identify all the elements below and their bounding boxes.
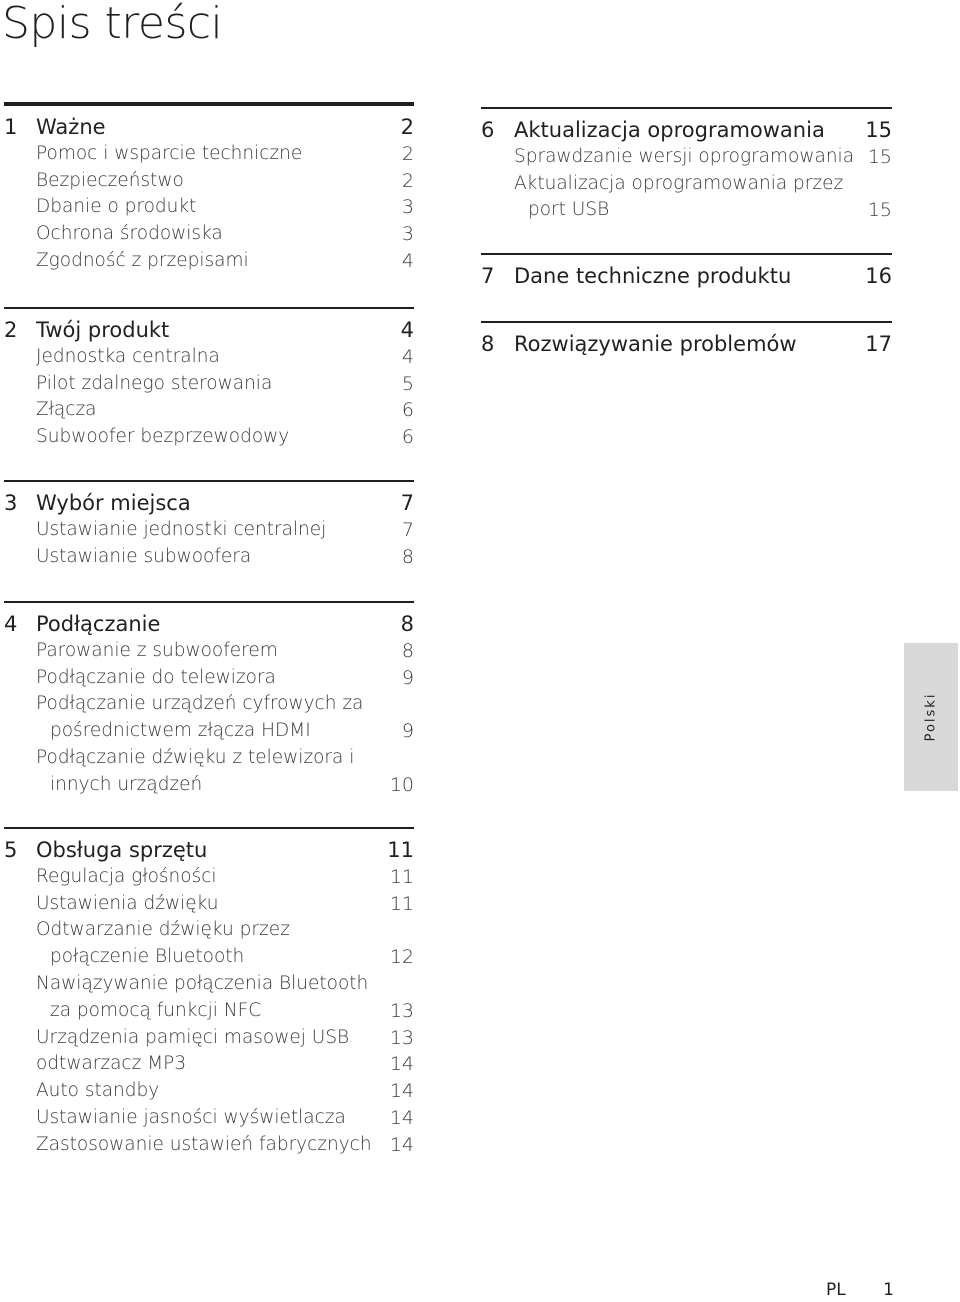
toc-section bbox=[4, 102, 414, 275]
entry-label: Sprawdzanie wersji oprogramowania bbox=[514, 145, 855, 167]
entry-page: 12 bbox=[389, 946, 414, 969]
entry-page: 4 bbox=[401, 345, 414, 368]
entry-page: 10 bbox=[389, 773, 414, 796]
footer-page-number: 1 bbox=[883, 1280, 894, 1300]
language-tab bbox=[904, 643, 958, 791]
entry-label: Dbanie o produkt bbox=[36, 196, 197, 218]
footer-language: PL bbox=[826, 1280, 846, 1300]
toc-section-heading[interactable] bbox=[481, 331, 892, 358]
toc-entry[interactable] bbox=[4, 638, 414, 665]
section-number: 1 bbox=[4, 115, 18, 139]
entry-label: Bezpieczeństwo bbox=[36, 169, 184, 191]
section-number: 2 bbox=[4, 318, 18, 342]
toc-section-heading[interactable] bbox=[4, 317, 414, 344]
entry-page: 9 bbox=[401, 666, 414, 689]
entry-page: 2 bbox=[401, 142, 414, 165]
toc-entry[interactable] bbox=[4, 1132, 414, 1159]
entry-label: połączenie Bluetooth bbox=[50, 946, 245, 968]
entry-label: Podłączanie dźwięku z telewizora i bbox=[36, 746, 355, 768]
toc-section bbox=[4, 601, 414, 799]
section-title: Obsługa sprzętu bbox=[36, 838, 208, 862]
entry-label: Urządzenia pamięci masowej USB bbox=[36, 1026, 350, 1048]
entry-page: 5 bbox=[401, 372, 414, 395]
toc-section-heading[interactable] bbox=[481, 263, 892, 290]
section-page: 15 bbox=[865, 118, 892, 142]
entry-page: 14 bbox=[389, 1053, 414, 1076]
entry-page: 14 bbox=[389, 1106, 414, 1129]
section-page: 7 bbox=[400, 491, 414, 515]
toc-entry[interactable] bbox=[4, 371, 414, 398]
entry-label: Pilot zdalnego sterowania bbox=[36, 372, 273, 394]
section-page: 16 bbox=[865, 264, 892, 288]
entry-label: Podłączanie do telewizora bbox=[36, 666, 276, 688]
entry-label: Subwoofer bezprzewodowy bbox=[36, 426, 290, 448]
toc-entry[interactable] bbox=[4, 944, 414, 971]
toc-entry[interactable] bbox=[4, 971, 414, 998]
section-title: Ważne bbox=[36, 115, 106, 139]
toc-entry[interactable] bbox=[4, 917, 414, 944]
section-title: Twój produkt bbox=[36, 318, 170, 342]
toc-entry[interactable] bbox=[4, 864, 414, 891]
toc-entry[interactable] bbox=[4, 248, 414, 275]
section-title: Wybór miejsca bbox=[36, 491, 191, 515]
toc-section-heading[interactable] bbox=[481, 117, 892, 144]
toc-section bbox=[481, 321, 892, 358]
toc-entry[interactable] bbox=[4, 1105, 414, 1132]
toc-entry[interactable] bbox=[4, 1078, 414, 1105]
section-page: 2 bbox=[400, 115, 414, 139]
section-number: 8 bbox=[481, 332, 495, 356]
section-page: 4 bbox=[400, 318, 414, 342]
section-number: 4 bbox=[4, 612, 18, 636]
toc-section bbox=[481, 107, 892, 224]
entry-label: Zastosowanie ustawień fabrycznych bbox=[36, 1133, 372, 1155]
toc-entry[interactable] bbox=[4, 194, 414, 221]
toc-entry[interactable] bbox=[4, 1025, 414, 1052]
toc-entry[interactable] bbox=[4, 1051, 414, 1078]
toc-section bbox=[4, 307, 414, 451]
entry-page: 15 bbox=[867, 199, 892, 222]
toc-entry[interactable] bbox=[4, 517, 414, 544]
entry-page: 13 bbox=[389, 1026, 414, 1049]
entry-page: 8 bbox=[401, 639, 414, 662]
section-title: Podłączanie bbox=[36, 612, 161, 636]
toc-entry[interactable] bbox=[481, 144, 892, 171]
entry-label: Podłączanie urządzeń cyfrowych za bbox=[36, 693, 364, 715]
page-title: Spis treści bbox=[2, 0, 223, 49]
entry-page: 13 bbox=[389, 999, 414, 1022]
entry-label: Zgodność z przepisami bbox=[36, 249, 249, 271]
toc-section-heading[interactable] bbox=[4, 837, 414, 864]
entry-page: 7 bbox=[401, 518, 414, 541]
entry-label: innych urządzeń bbox=[50, 773, 203, 795]
section-title: Rozwiązywanie problemów bbox=[514, 332, 797, 356]
toc-entry[interactable] bbox=[4, 544, 414, 571]
toc-entry[interactable] bbox=[4, 424, 414, 451]
entry-label: za pomocą funkcji NFC bbox=[50, 999, 262, 1021]
entry-page: 3 bbox=[401, 196, 414, 219]
toc-entry[interactable] bbox=[481, 171, 892, 198]
entry-page: 14 bbox=[389, 1133, 414, 1156]
entry-page: 11 bbox=[389, 892, 414, 915]
entry-page: 9 bbox=[401, 720, 414, 743]
section-title: Dane techniczne produktu bbox=[514, 264, 792, 288]
entry-page: 6 bbox=[401, 399, 414, 422]
section-number: 3 bbox=[4, 491, 18, 515]
toc-entry[interactable] bbox=[4, 745, 414, 772]
toc-entry[interactable] bbox=[481, 197, 892, 224]
entry-label: Odtwarzanie dźwięku przez bbox=[36, 919, 290, 941]
toc-entry[interactable] bbox=[4, 141, 414, 168]
entry-page: 8 bbox=[401, 545, 414, 568]
toc-entry[interactable] bbox=[4, 168, 414, 195]
toc-entry[interactable] bbox=[4, 691, 414, 718]
toc-entry[interactable] bbox=[4, 397, 414, 424]
entry-page: 11 bbox=[389, 865, 414, 888]
toc-section-heading[interactable] bbox=[4, 490, 414, 517]
entry-label: Nawiązywanie połączenia Bluetooth bbox=[36, 972, 369, 994]
section-number: 5 bbox=[4, 838, 18, 862]
section-title: Aktualizacja oprogramowania bbox=[514, 118, 825, 142]
toc-entry[interactable] bbox=[4, 998, 414, 1025]
entry-label: port USB bbox=[528, 199, 610, 221]
entry-label: Aktualizacja oprogramowania przez bbox=[514, 172, 844, 194]
entry-label: Ustawianie jednostki centralnej bbox=[36, 518, 327, 540]
toc-section bbox=[481, 253, 892, 290]
entry-label: Auto standby bbox=[36, 1080, 160, 1102]
entry-label: Ustawianie subwoofera bbox=[36, 545, 252, 567]
toc-section bbox=[4, 480, 414, 570]
toc-entry[interactable] bbox=[4, 221, 414, 248]
entry-page: 2 bbox=[401, 169, 414, 192]
entry-label: Ustawienia dźwięku bbox=[36, 892, 219, 914]
entry-page: 4 bbox=[401, 249, 414, 272]
toc-section-heading[interactable] bbox=[4, 611, 414, 638]
toc-entry[interactable] bbox=[4, 665, 414, 692]
entry-label: Złącza bbox=[36, 399, 97, 421]
toc-section-heading[interactable] bbox=[4, 114, 414, 141]
entry-page: 15 bbox=[867, 145, 892, 168]
section-number: 6 bbox=[481, 118, 495, 142]
toc-section bbox=[4, 827, 414, 1159]
entry-label: Ustawianie jasności wyświetlacza bbox=[36, 1106, 346, 1128]
section-number: 7 bbox=[481, 264, 495, 288]
language-tab-label: Polski bbox=[923, 692, 939, 742]
entry-label: Regulacja głośności bbox=[36, 865, 217, 887]
entry-label: Pomoc i wsparcie techniczne bbox=[36, 142, 303, 164]
entry-label: Ochrona środowiska bbox=[36, 223, 223, 245]
section-page: 11 bbox=[387, 838, 414, 862]
entry-page: 3 bbox=[401, 223, 414, 246]
entry-label: Jednostka centralna bbox=[36, 345, 220, 367]
toc-entry[interactable] bbox=[4, 891, 414, 918]
toc-entry[interactable] bbox=[4, 772, 414, 799]
entry-label: Parowanie z subwooferem bbox=[36, 639, 278, 661]
entry-page: 14 bbox=[389, 1080, 414, 1103]
section-page: 8 bbox=[400, 612, 414, 636]
entry-page: 6 bbox=[401, 426, 414, 449]
toc-entry[interactable] bbox=[4, 718, 414, 745]
page-footer bbox=[826, 1280, 894, 1302]
section-page: 17 bbox=[865, 332, 892, 356]
entry-label: odtwarzacz MP3 bbox=[36, 1053, 187, 1075]
entry-label: pośrednictwem złącza HDMI bbox=[50, 720, 311, 742]
toc-entry[interactable] bbox=[4, 344, 414, 371]
